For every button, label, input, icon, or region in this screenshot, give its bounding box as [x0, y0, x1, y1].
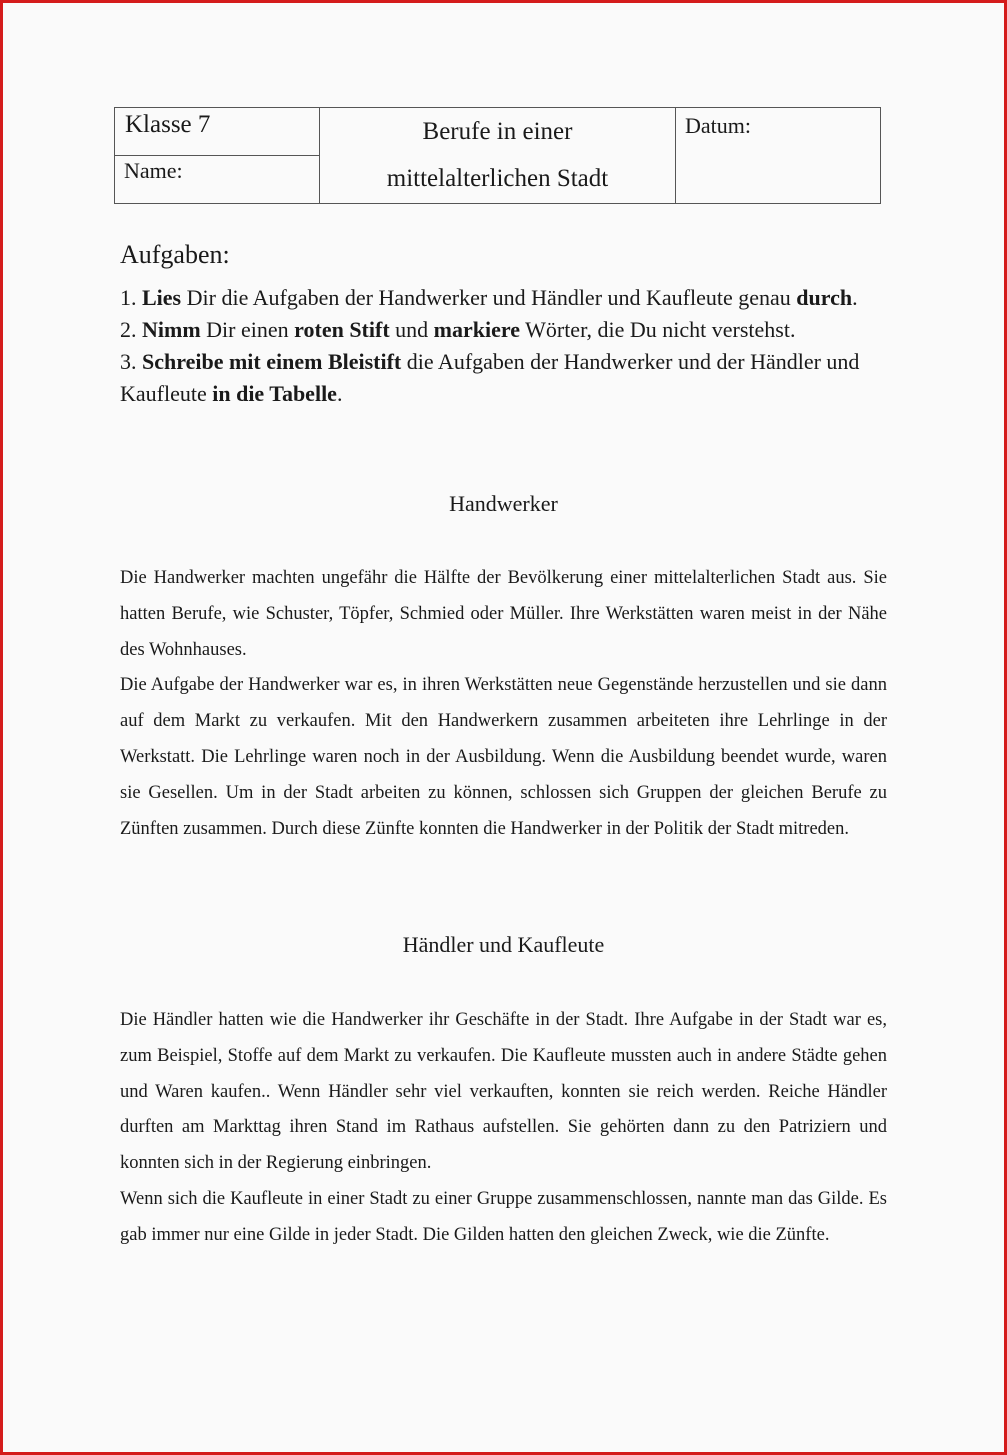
task-list	[120, 282, 900, 410]
task-text: und	[389, 317, 434, 342]
paragraph: Die Aufgabe der Handwerker war es, in ihren Werkstätten neue Gegenstände herzustellen und sie dann auf dem Markt zu verkaufen. Mit den Handwerkern zusammen arbeiteten ihre Lehrlinge in der Werkstatt. Die Lehrlinge waren noch in der Ausbildung. Wenn die Ausbildung beendet wurde, waren sie Gesellen. Um in der Stadt arbeiten zu können, schlossen sich Gruppen der gleichen Berufe zu Zünften zusammen. Durch diese Zünfte konnten die Handwerker in der Politik der Stadt mitreden.	[120, 675, 887, 839]
task-number: 1.	[120, 285, 142, 310]
title-line-1: Berufe in einer	[422, 118, 573, 145]
task-keyword: Lies	[142, 285, 182, 310]
haendler-text	[120, 1003, 887, 1254]
task-keyword: durch	[796, 285, 853, 310]
task-keyword: Nimm	[142, 317, 201, 342]
title-line-2: mittelalterlichen Stadt	[386, 165, 609, 192]
paragraph: Die Handwerker machten ungefähr die Hälfte der Bevölkerung einer mittelalterlichen Stadt aus. Sie hatten Berufe, wie Schuster, Töpfer, Schmied oder Müller. Ihre Werkstätten waren meist in der Nähe des Wohnhauses.	[120, 568, 887, 660]
task-item	[120, 282, 900, 314]
task-keyword: Schreibe mit einem Bleistift	[142, 349, 402, 374]
task-text: Dir die Aufgaben der Handwerker und Händler und Kaufleute genau	[181, 285, 797, 310]
task-text: .	[336, 381, 343, 406]
handwerker-text	[120, 561, 887, 847]
task-item	[120, 314, 900, 346]
paragraph: Die Händler hatten wie die Handwerker ihr Geschäfte in der Stadt. Ihre Aufgabe in der Stadt war es, zum Beispiel, Stoffe auf dem Markt zu verkaufen. Die Kaufleute mussten auch in andere Städte gehen und Waren kaufen.. Wenn Händler sehr viel verkauften, konnten sie reich werden. Reiche Händler durften am Markttag ihren Stand im Rathaus aufstellen. Sie gehörten dann zu den Patriziern und konnten sich in der Regierung einbringen.	[120, 1010, 887, 1174]
task-keyword: in die Tabelle	[212, 381, 337, 406]
class-cell: Klasse 7	[115, 108, 320, 156]
worksheet-title	[320, 108, 676, 203]
task-text: Wörter, die Du nicht verstehst.	[520, 317, 796, 342]
task-number: 2.	[120, 317, 142, 342]
task-keyword: markiere	[433, 317, 520, 342]
tasks-heading: Aufgaben:	[120, 240, 230, 269]
tasks-section	[120, 240, 900, 410]
section-heading-handwerker: Handwerker	[449, 491, 558, 516]
task-item	[120, 346, 900, 410]
task-text: .	[852, 285, 858, 310]
section-heading-haendler: Händler und Kaufleute	[402, 932, 605, 957]
task-text: Dir einen	[200, 317, 295, 342]
header-table	[114, 107, 881, 204]
name-field: Name:	[115, 156, 320, 203]
task-text: die Aufgaben der Handwerker und der Händler und Kaufleute	[120, 349, 860, 406]
task-number: 3.	[120, 349, 142, 374]
date-field: Datum:	[685, 113, 751, 138]
task-keyword: roten Stift	[294, 317, 390, 342]
paragraph: Wenn sich die Kaufleute in einer Stadt zu einer Gruppe zusammenschlossen, nannte man das Gilde. Es gab immer nur eine Gilde in jeder Stadt. Die Gilden hatten den gleichen Zweck, wie die Zünfte.	[120, 1188, 887, 1245]
